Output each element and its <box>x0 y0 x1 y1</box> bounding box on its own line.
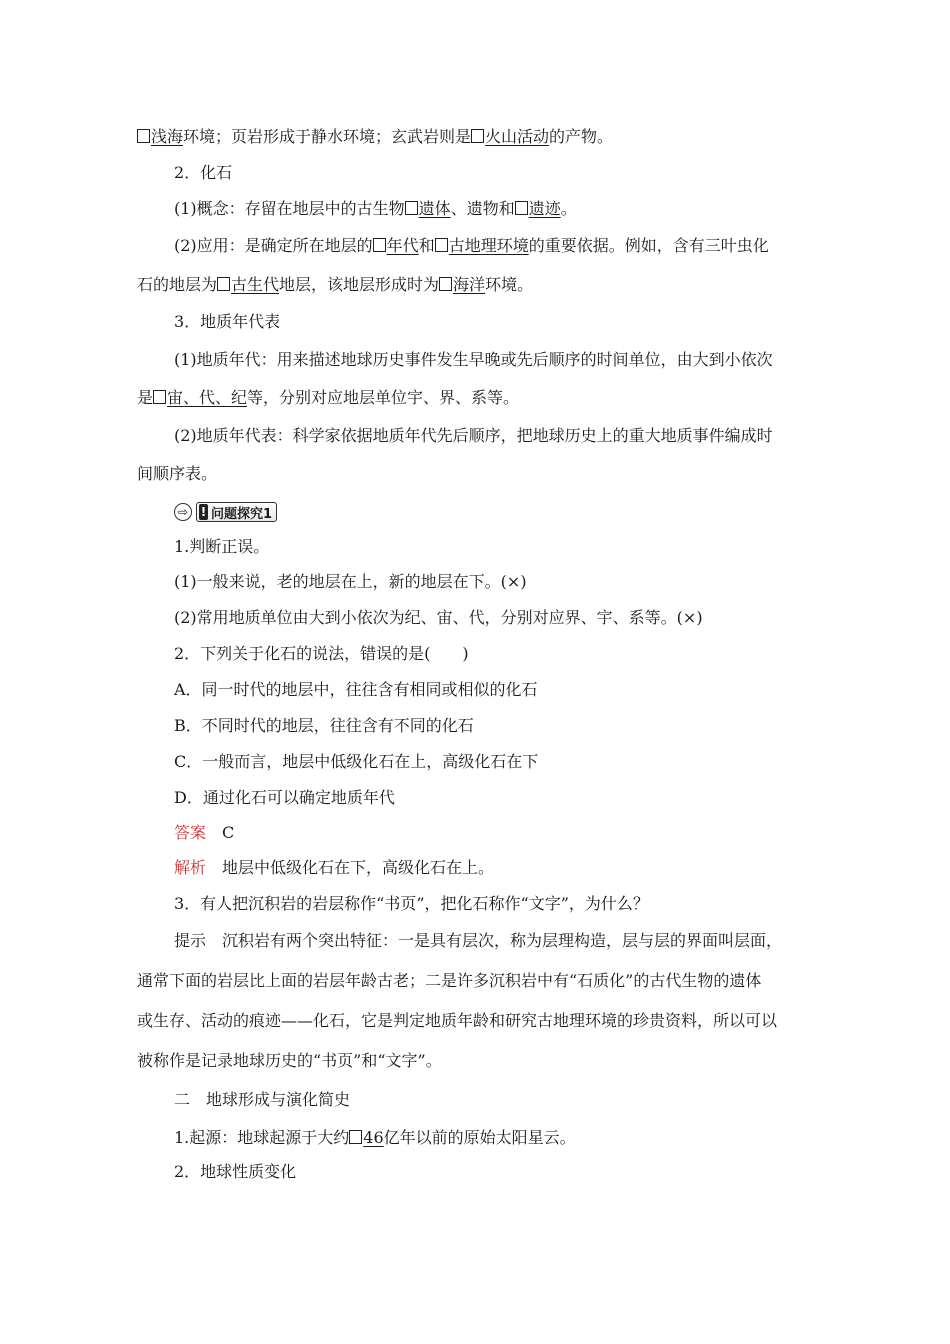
fill-blank: 浅海 <box>137 127 183 146</box>
fill-blank: 遗迹 <box>515 199 561 218</box>
text-line: (1)地质年代：用来描述地球历史事件发生早晚或先后顺序的时间单位，由大到小依次 <box>174 350 773 369</box>
arrow-right-icon: ⇨ <box>174 503 192 521</box>
inquiry-label: 问题探究1 <box>211 506 273 522</box>
explanation-text: 地层中低级化石在下，高级化石在上。 <box>222 858 495 877</box>
blank-box-icon <box>137 129 150 143</box>
question-1: 1.判断正误。 <box>174 537 270 556</box>
fill-blank: 宙、代、纪 <box>153 388 247 407</box>
question-2: 2．下列关于化石的说法，错误的是( ) <box>174 644 469 663</box>
hint-line: 被称作是记录地球历史的“书页”和“文字”。 <box>137 1051 442 1070</box>
text-line: 1.起源：地球起源于大约 46亿年以前的原始太阳星云。 <box>174 1128 576 1147</box>
blank-box-icon <box>349 1130 362 1144</box>
text-line: 2．地球性质变化 <box>174 1162 297 1181</box>
option-a: A．同一时代的地层中，往往含有相同或相似的化石 <box>174 680 538 699</box>
blank-box-icon <box>153 390 166 404</box>
section-heading: 二 地球形成与演化简史 <box>174 1090 351 1109</box>
inquiry-label-box <box>196 502 277 522</box>
text-line: 石的地层为 古生代地层，该地层形成时为 海洋环境。 <box>137 275 534 294</box>
fill-blank: 古地理环境 <box>435 236 529 255</box>
option-d: D．通过化石可以确定地质年代 <box>174 788 395 807</box>
answer-value: C <box>222 823 235 842</box>
fill-blank: 遗体 <box>405 199 451 218</box>
text-line: 是 宙、代、纪等，分别对应地层单位宇、界、系等。 <box>137 388 520 407</box>
text-line: 间顺序表。 <box>137 464 218 483</box>
text-line: 浅海环境；页岩形成于静水环境；玄武岩则是 火山活动的产物。 <box>137 126 613 148</box>
question-1a: (1)一般来说，老的地层在上，新的地层在下。(×) <box>174 572 527 591</box>
explanation-label: 解析 <box>174 858 207 877</box>
heading-geologic-timescale: 3．地质年代表 <box>174 312 281 331</box>
fill-blank: 火山活动 <box>471 127 549 146</box>
heading-fossil: 2．化石 <box>174 163 233 182</box>
blank-box-icon <box>217 277 230 291</box>
blank-box-icon <box>435 238 448 252</box>
text-line: (2)应用：是确定所在地层的 年代和 古地理环境的重要依据。例如，含有三叶虫化 <box>174 236 769 255</box>
blank-box-icon <box>471 129 484 143</box>
answer-label: 答案 <box>174 823 207 842</box>
question-3: 3．有人把沉积岩的岩层称作“书页”，把化石称作“文字”，为什么？ <box>174 894 649 913</box>
fill-blank: 年代 <box>373 236 419 255</box>
text-line: (1)概念：存留在地层中的古生物 遗体、遗物和 遗迹。 <box>174 199 577 218</box>
hint-line: 或生存、活动的痕迹——化石，它是判定地质年龄和研究古地理环境的珍贵资料，所以可以 <box>137 1011 778 1030</box>
fill-blank: 海洋 <box>439 275 485 294</box>
text-line: (2)地质年代表：科学家依据地质年代先后顺序，把地球历史上的重大地质事件编成时 <box>174 426 773 445</box>
question-1b: (2)常用地质单位由大到小依次为纪、宙、代，分别对应界、宇、系等。(×) <box>174 608 703 627</box>
blank-box-icon <box>373 238 386 252</box>
inquiry-tag <box>174 501 277 523</box>
option-c: C．一般而言，地层中低级化石在上，高级化石在下 <box>174 752 539 771</box>
blank-box-icon <box>405 201 418 215</box>
hint-line: 通常下面的岩层比上面的岩层年龄古老；二是许多沉积岩中有“石质化”的古代生物的遗体 <box>137 971 762 990</box>
exclamation-icon: ! <box>200 505 207 519</box>
hint-line: 提示 沉积岩有两个突出特征：一是具有层次，称为层理构造，层与层的界面叫层面， <box>174 931 783 950</box>
answer-line <box>174 822 234 844</box>
blank-box-icon <box>515 201 528 215</box>
fill-blank: 古生代 <box>217 275 279 294</box>
option-b: B．不同时代的地层，往往含有不同的化石 <box>174 716 474 735</box>
fill-blank: 46 <box>349 1128 383 1147</box>
explanation-line <box>174 857 494 879</box>
blank-box-icon <box>439 277 452 291</box>
